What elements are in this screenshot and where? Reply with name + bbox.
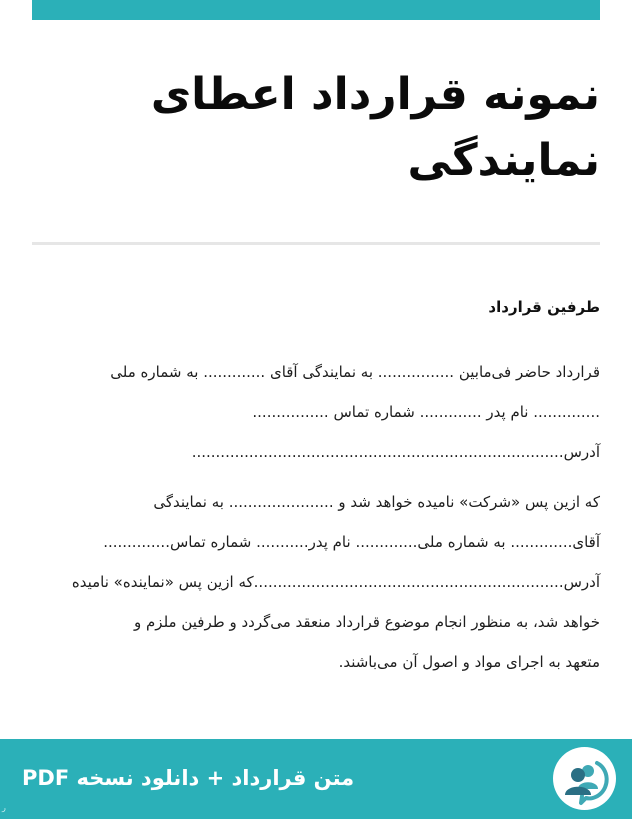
paragraph-line: که ازین پس «شرکت» نامیده خواهد شد و ...................... به نمایندگی [153, 493, 600, 511]
title-divider [32, 242, 600, 245]
paragraph-line: آقای............. به شماره ملی............. نام پدر........... شماره تماس.......‌.‌...... [103, 533, 600, 551]
brand-logo [553, 747, 616, 810]
section-heading: طرفین قرارداد [488, 298, 600, 316]
paragraph-line: متعهد به اجرای مواد و اصول آن می‌باشند. [338, 653, 600, 671]
page-title: نمونه قرارداد اعطای نمایندگی [150, 69, 600, 186]
download-banner[interactable] [0, 739, 632, 819]
paragraph-line: خواهد شد، به منظور انجام موضوع قرارداد منعقد می‌گردد و طرفین ملزم و [134, 613, 600, 631]
paragraph-line: آدرس..........‌................................‌.....‌.......‌.‌..........که ازین پس «نماینده» نامیده [71, 573, 600, 591]
paragraph-line: .............. نام پدر ............. شماره تماس .........‌....... [252, 403, 600, 421]
parties-paragraph-2 [32, 482, 600, 682]
corner-mark: ر [2, 803, 6, 812]
top-accent-bar [32, 0, 600, 20]
paragraph-line: آدرس.............................................................................. [191, 443, 600, 461]
parties-paragraph-1 [32, 352, 600, 472]
people-chat-icon [553, 747, 616, 810]
paragraph-line: قرارداد حاضر فی‌مابین ................ به نمایندگی آقای ............. به شماره ملی [110, 363, 600, 381]
contract-body [32, 288, 600, 692]
download-banner-label[interactable]: متن قرارداد + دانلود نسخه PDF [22, 766, 355, 790]
